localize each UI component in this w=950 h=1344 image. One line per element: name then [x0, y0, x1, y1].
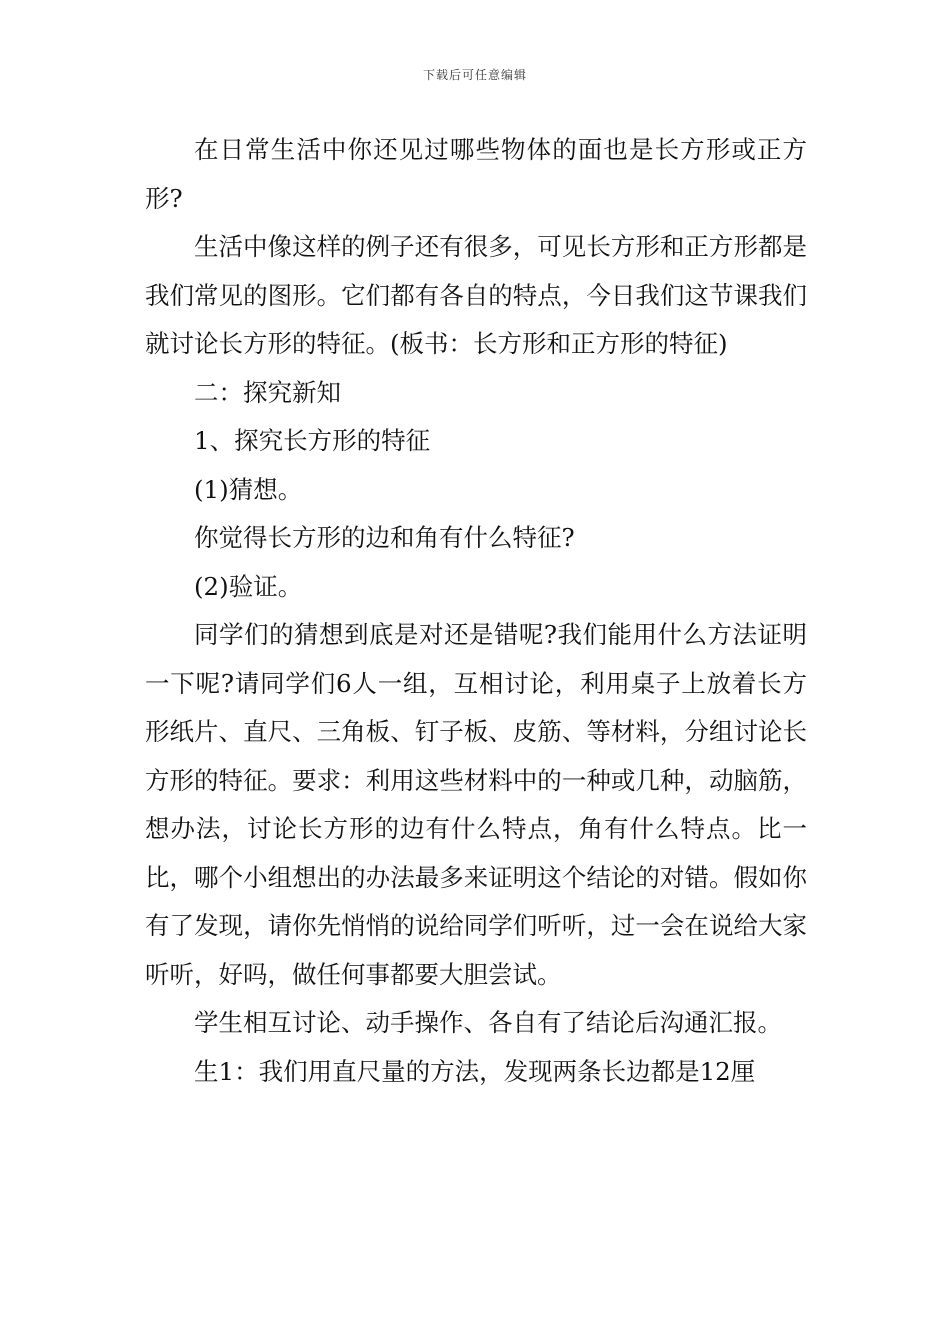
paragraph-question: 在日常生活中你还见过哪些物体的面也是长方形或正方形?	[145, 135, 807, 213]
step-guess: (1)猜想。	[194, 474, 303, 504]
subsection-heading: 1、探究长方形的特征	[194, 426, 431, 455]
paragraph-student-discussion: 学生相互讨论、动手操作、各自有了结论后沟通汇报。	[194, 1008, 782, 1037]
paragraph-student-1: 生1：我们用直尺量的方法，发现两条长边都是12厘	[194, 1056, 756, 1086]
paragraph-guess-question: 你觉得长方形的边和角有什么特征?	[194, 523, 575, 552]
section-heading: 二：探究新知	[194, 377, 341, 407]
page-header: 下载后可任意编辑	[422, 68, 527, 82]
step-verify: (2)验证。	[194, 571, 303, 601]
paragraph-intro: 生活中像这样的例子还有很多，可见长方形和正方形都是我们常见的图形。它们都有各自的特点，今日我们这节课我们就讨论长方形的特征。(板书：长方形和正方形的特征)	[145, 232, 807, 358]
paragraph-verify-instructions: 同学们的猜想到底是对还是错呢?我们能用什么方法证明一下呢?请同学们6人一组，互相讨论，利用桌子上放着长方形纸片、直尺、三角板、钉子板、皮筋、等材料，分组讨论长方形的特征。要求：利用这些材料中的一种或几种，动脑筋，想办法，讨论长方形的边有什么特点，角有什么特点。比一比，哪个小组想出的办法最多来证明这个结论的对错。假如你有了发现，请你先悄悄的说给同学们听听，过一会在说给大家听听，好吗，做任何事都要大胆尝试。	[145, 620, 807, 989]
document-body	[145, 126, 807, 1096]
